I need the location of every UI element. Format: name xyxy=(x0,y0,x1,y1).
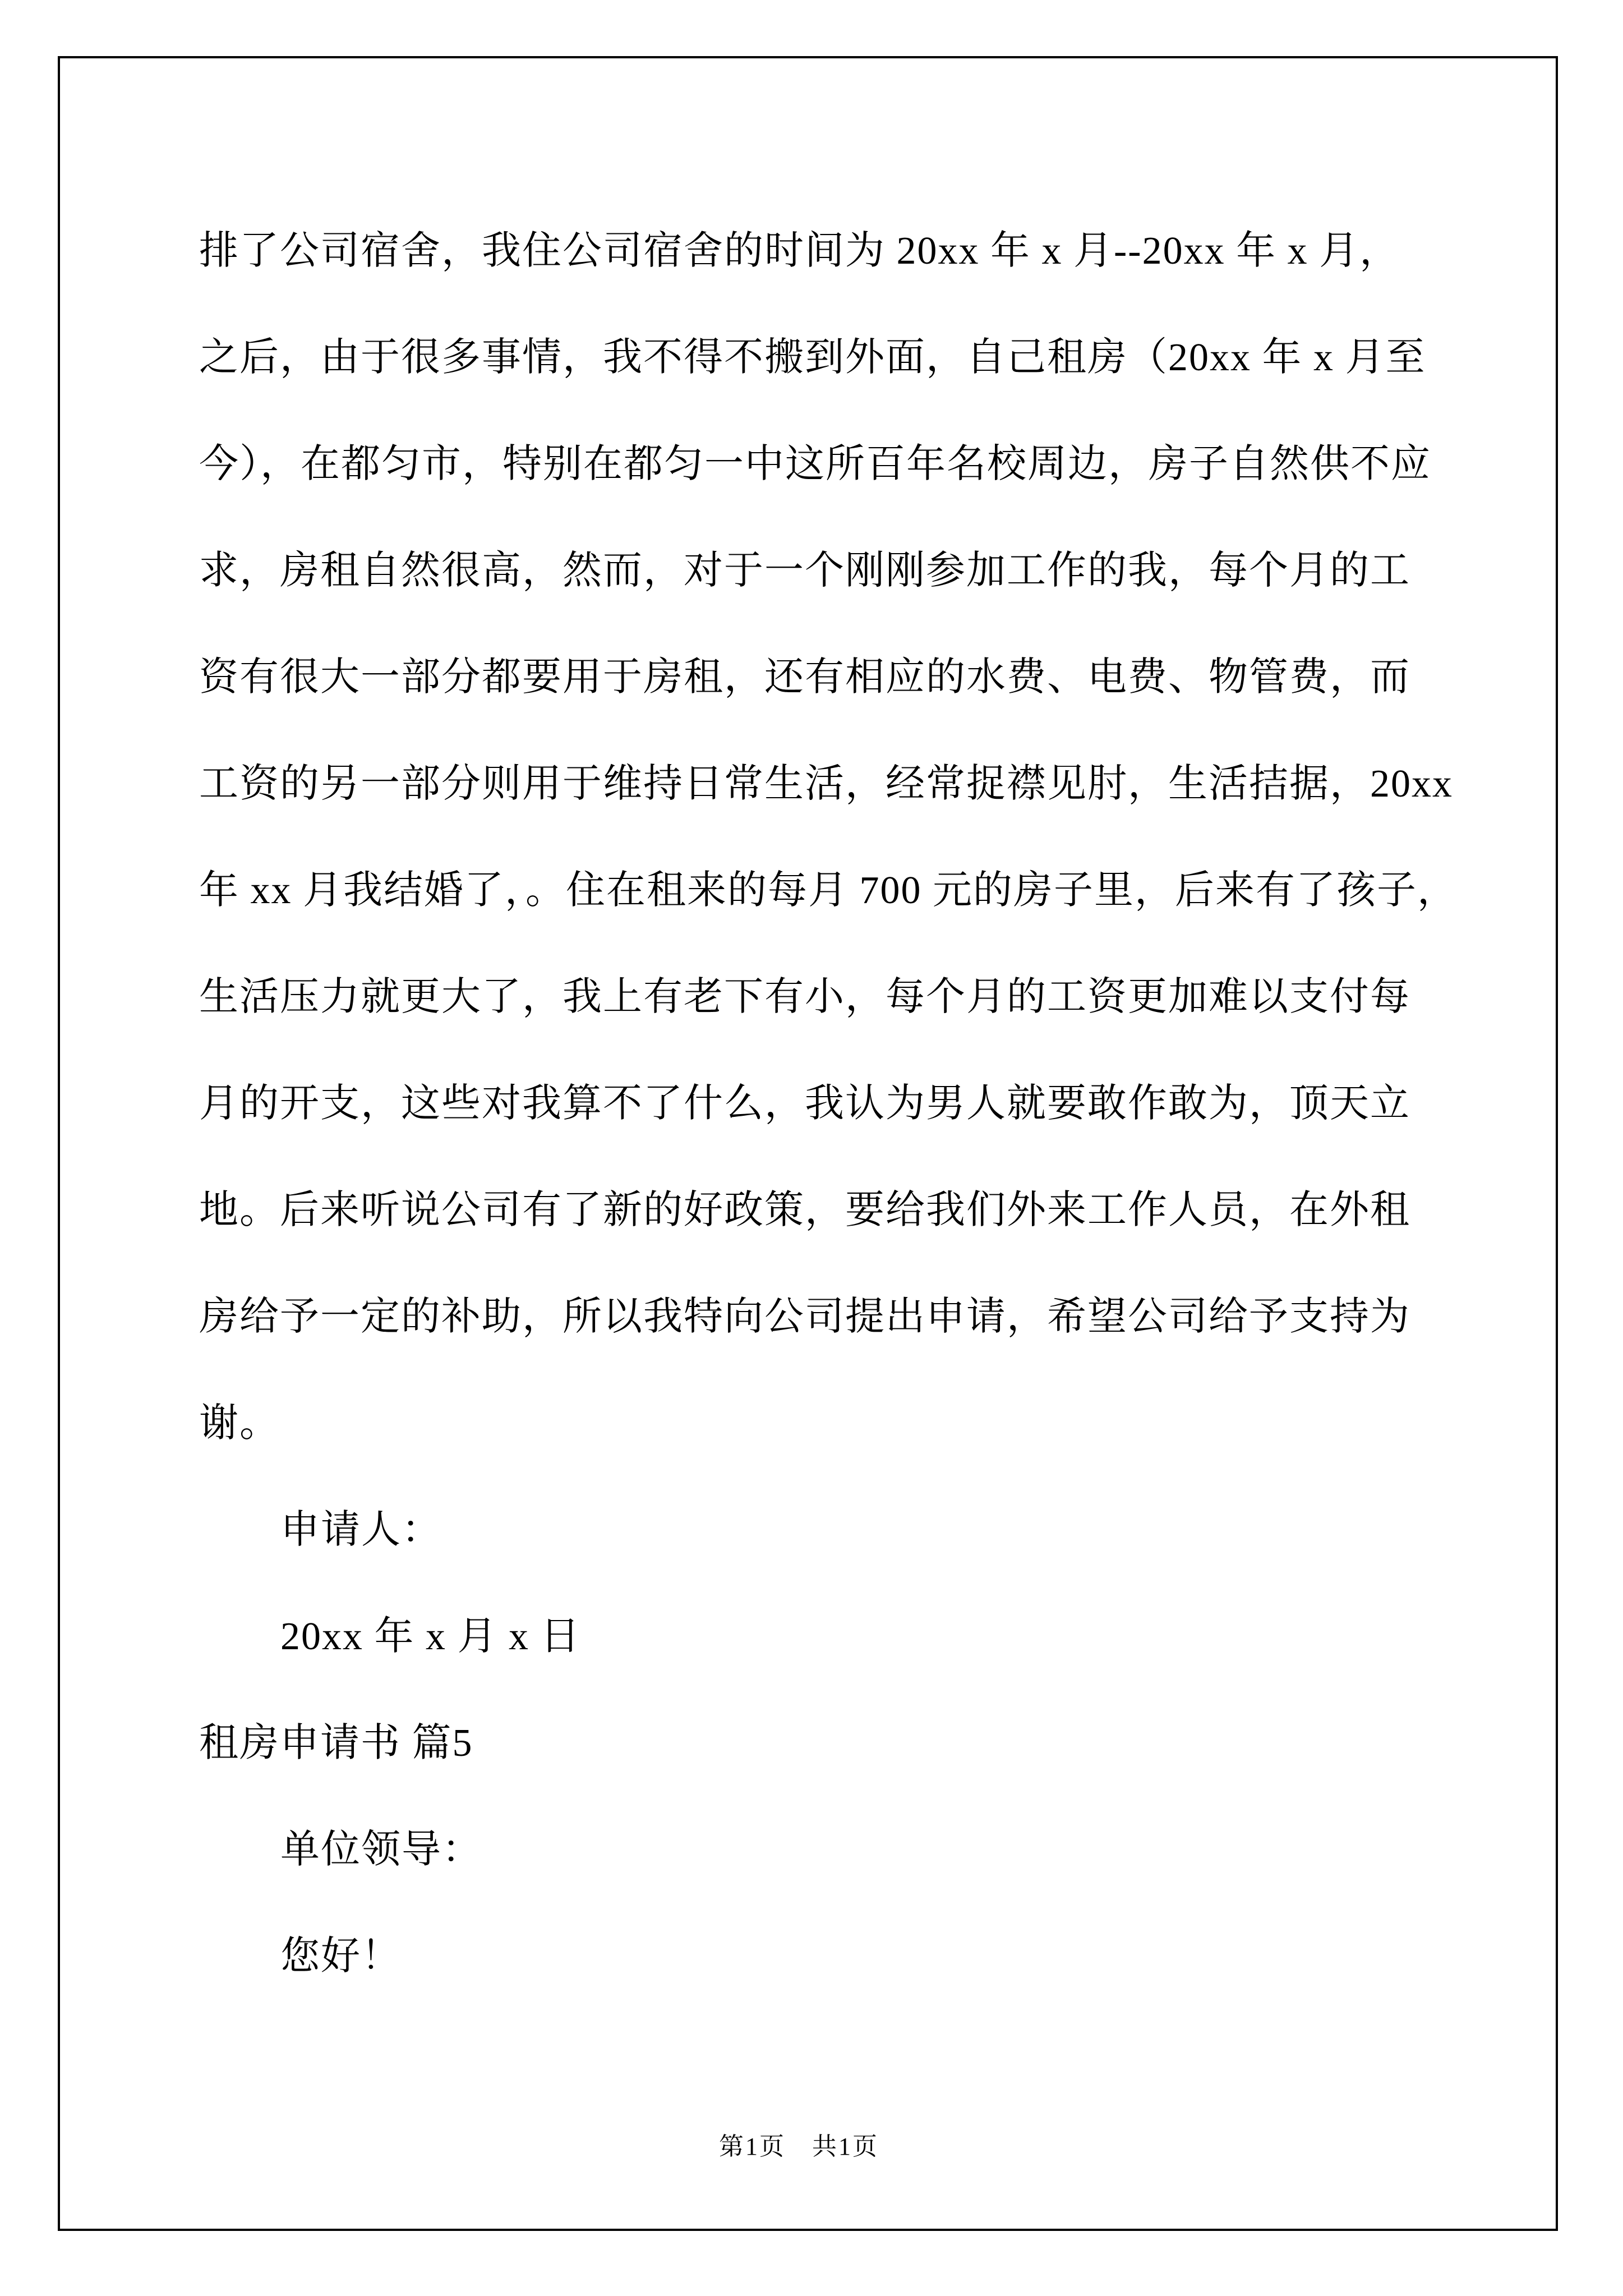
page-footer: 第1页 共1页 xyxy=(719,2133,879,2160)
paragraph-line: 资有很大一部分都要用于房租，还有相应的水费、电费、物管费，而 xyxy=(199,656,1410,699)
paragraph-line: 月的开支，这些对我算不了什么，我认为男人就要敢作敢为，顶天立 xyxy=(199,1082,1410,1125)
salutation-line: 单位领导： xyxy=(280,1828,482,1871)
paragraph-line: 谢。 xyxy=(199,1402,280,1445)
date-line: 20xx 年 x 月 x 日 xyxy=(280,1615,581,1658)
paragraph-line: 地。后来听说公司有了新的好政策，要给我们外来工作人员，在外租 xyxy=(199,1189,1410,1232)
applicant-signature-line: 申请人： xyxy=(280,1508,442,1552)
greeting-line: 您好！ xyxy=(280,1935,402,1978)
paragraph-line: 排了公司宿舍，我住公司宿舍的时间为 20xx 年 x 月--20xx 年 x 月， xyxy=(199,229,1400,273)
paragraph-line: 生活压力就更大了，我上有老下有小，每个月的工资更加难以支付每 xyxy=(199,976,1410,1019)
paragraph-line: 工资的另一部分则用于维持日常生活，经常捉襟见肘，生活拮据，20xx xyxy=(199,762,1453,806)
paragraph-line: 房给予一定的补助，所以我特向公司提出申请，希望公司给予支持为 xyxy=(199,1295,1410,1338)
paragraph-line: 求，房租自然很高，然而，对于一个刚刚参加工作的我，每个月的工 xyxy=(199,549,1410,592)
page-border xyxy=(58,56,1558,2231)
section-heading-line: 租房申请书 篇5 xyxy=(199,1722,473,1765)
paragraph-line: 之后，由于很多事情，我不得不搬到外面，自己租房（20xx 年 x 月至 xyxy=(199,336,1426,379)
paragraph-line: 年 xx 月我结婚了，。住在租来的每月 700 元的房子里，后来有了孩子， xyxy=(199,869,1458,912)
paragraph-line: 今），在都匀市，特别在都匀一中这所百年名校周边，房子自然供不应 xyxy=(199,443,1431,486)
